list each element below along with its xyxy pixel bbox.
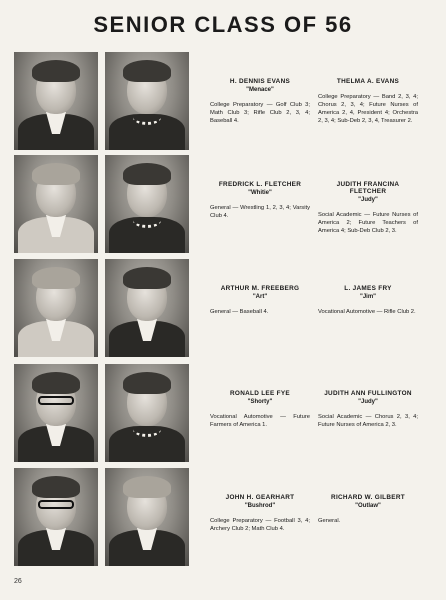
- student-activities: College Preparatory — Band 2, 3, 4; Chorus 2, 3, 4; Future Nurses of America 2, 4, President 4; Orchestra 2, 3, 4; Sub-Deb 2, 3, 4, Treasurer 2.: [318, 94, 418, 124]
- student-activities: General — Baseball 4.: [210, 309, 269, 315]
- student-activities: General.: [318, 518, 341, 524]
- student-activities: Vocational Automotive — Future Farmers of America 1.: [210, 414, 310, 428]
- student-portrait-photo: [14, 155, 98, 253]
- student-name: THELMA A. EVANS: [336, 78, 400, 85]
- student-portrait-photo: [14, 52, 98, 150]
- student-entry: [318, 259, 418, 316]
- student-entry: [210, 155, 310, 220]
- student-entry: [318, 155, 418, 235]
- student-entry: [210, 259, 310, 316]
- senior-row: [14, 155, 434, 253]
- student-activities: General — Wrestling 1, 2, 3, 4; Varsity Club 4.: [210, 205, 310, 219]
- page-number: 26: [14, 578, 22, 585]
- student-portrait-photo: [105, 364, 189, 462]
- student-entry: [318, 468, 418, 525]
- senior-row: [14, 259, 434, 357]
- student-name: RONALD LEE FYE: [230, 390, 290, 397]
- student-name: FREDRICK L. FLETCHER: [218, 181, 302, 188]
- glasses-icon: [38, 396, 74, 405]
- student-nickname: "Jim": [359, 294, 377, 300]
- student-entry: [210, 364, 310, 429]
- student-name: JOHN H. GEARHART: [225, 494, 295, 501]
- page-title: SENIOR CLASS OF 56: [93, 12, 353, 37]
- student-entry: [318, 52, 418, 125]
- student-activities: College Preparatory — Golf Club 3; Math Club 3; Rifle Club 2, 3, 4; Baseball 4.: [210, 102, 310, 124]
- student-nickname: "Shorty": [247, 399, 273, 405]
- senior-row: [14, 468, 434, 566]
- senior-row: [14, 52, 434, 150]
- student-portrait-photo: [14, 468, 98, 566]
- student-portrait-photo: [105, 155, 189, 253]
- student-nickname: "Bushrod": [244, 503, 276, 509]
- student-activities: Vocational Automotive — Rifle Club 2.: [318, 309, 416, 315]
- student-entry: [318, 364, 418, 429]
- student-name: H. DENNIS EVANS: [229, 78, 291, 85]
- student-nickname: "Judy": [358, 197, 378, 203]
- student-nickname: "Judy": [358, 399, 378, 405]
- student-entry: [210, 468, 310, 533]
- student-portrait-photo: [105, 468, 189, 566]
- student-portrait-photo: [105, 259, 189, 357]
- glasses-icon: [38, 500, 74, 509]
- student-portrait-photo: [14, 364, 98, 462]
- student-name: RICHARD W. GILBERT: [331, 494, 405, 501]
- senior-row: [14, 364, 434, 462]
- student-nickname: "Outlaw": [355, 503, 381, 509]
- student-name: JUDITH ANN FULLINGTON: [324, 390, 412, 397]
- student-portrait-photo: [14, 259, 98, 357]
- student-name: ARTHUR M. FREEBERG: [220, 285, 300, 292]
- student-portrait-photo: [105, 52, 189, 150]
- student-name: L. JAMES FRY: [344, 285, 392, 292]
- student-activities: College Preparatory — Football 3, 4; Archery Club 2; Math Club 4.: [210, 518, 310, 532]
- student-nickname: "Menace": [246, 87, 274, 93]
- student-nickname: "Art": [252, 294, 268, 300]
- student-entry: [210, 52, 310, 125]
- student-nickname: "Whitie": [248, 190, 272, 196]
- student-activities: Social Academic — Future Nurses of America 2; Future Teachers of America 4; Sub-Deb Club 2, 3.: [318, 212, 418, 234]
- student-activities: Social Academic — Chorus 2, 3, 4; Future Nurses of America 2, 3.: [318, 414, 418, 428]
- student-name: JUDITH FRANCINA FLETCHER: [336, 181, 400, 195]
